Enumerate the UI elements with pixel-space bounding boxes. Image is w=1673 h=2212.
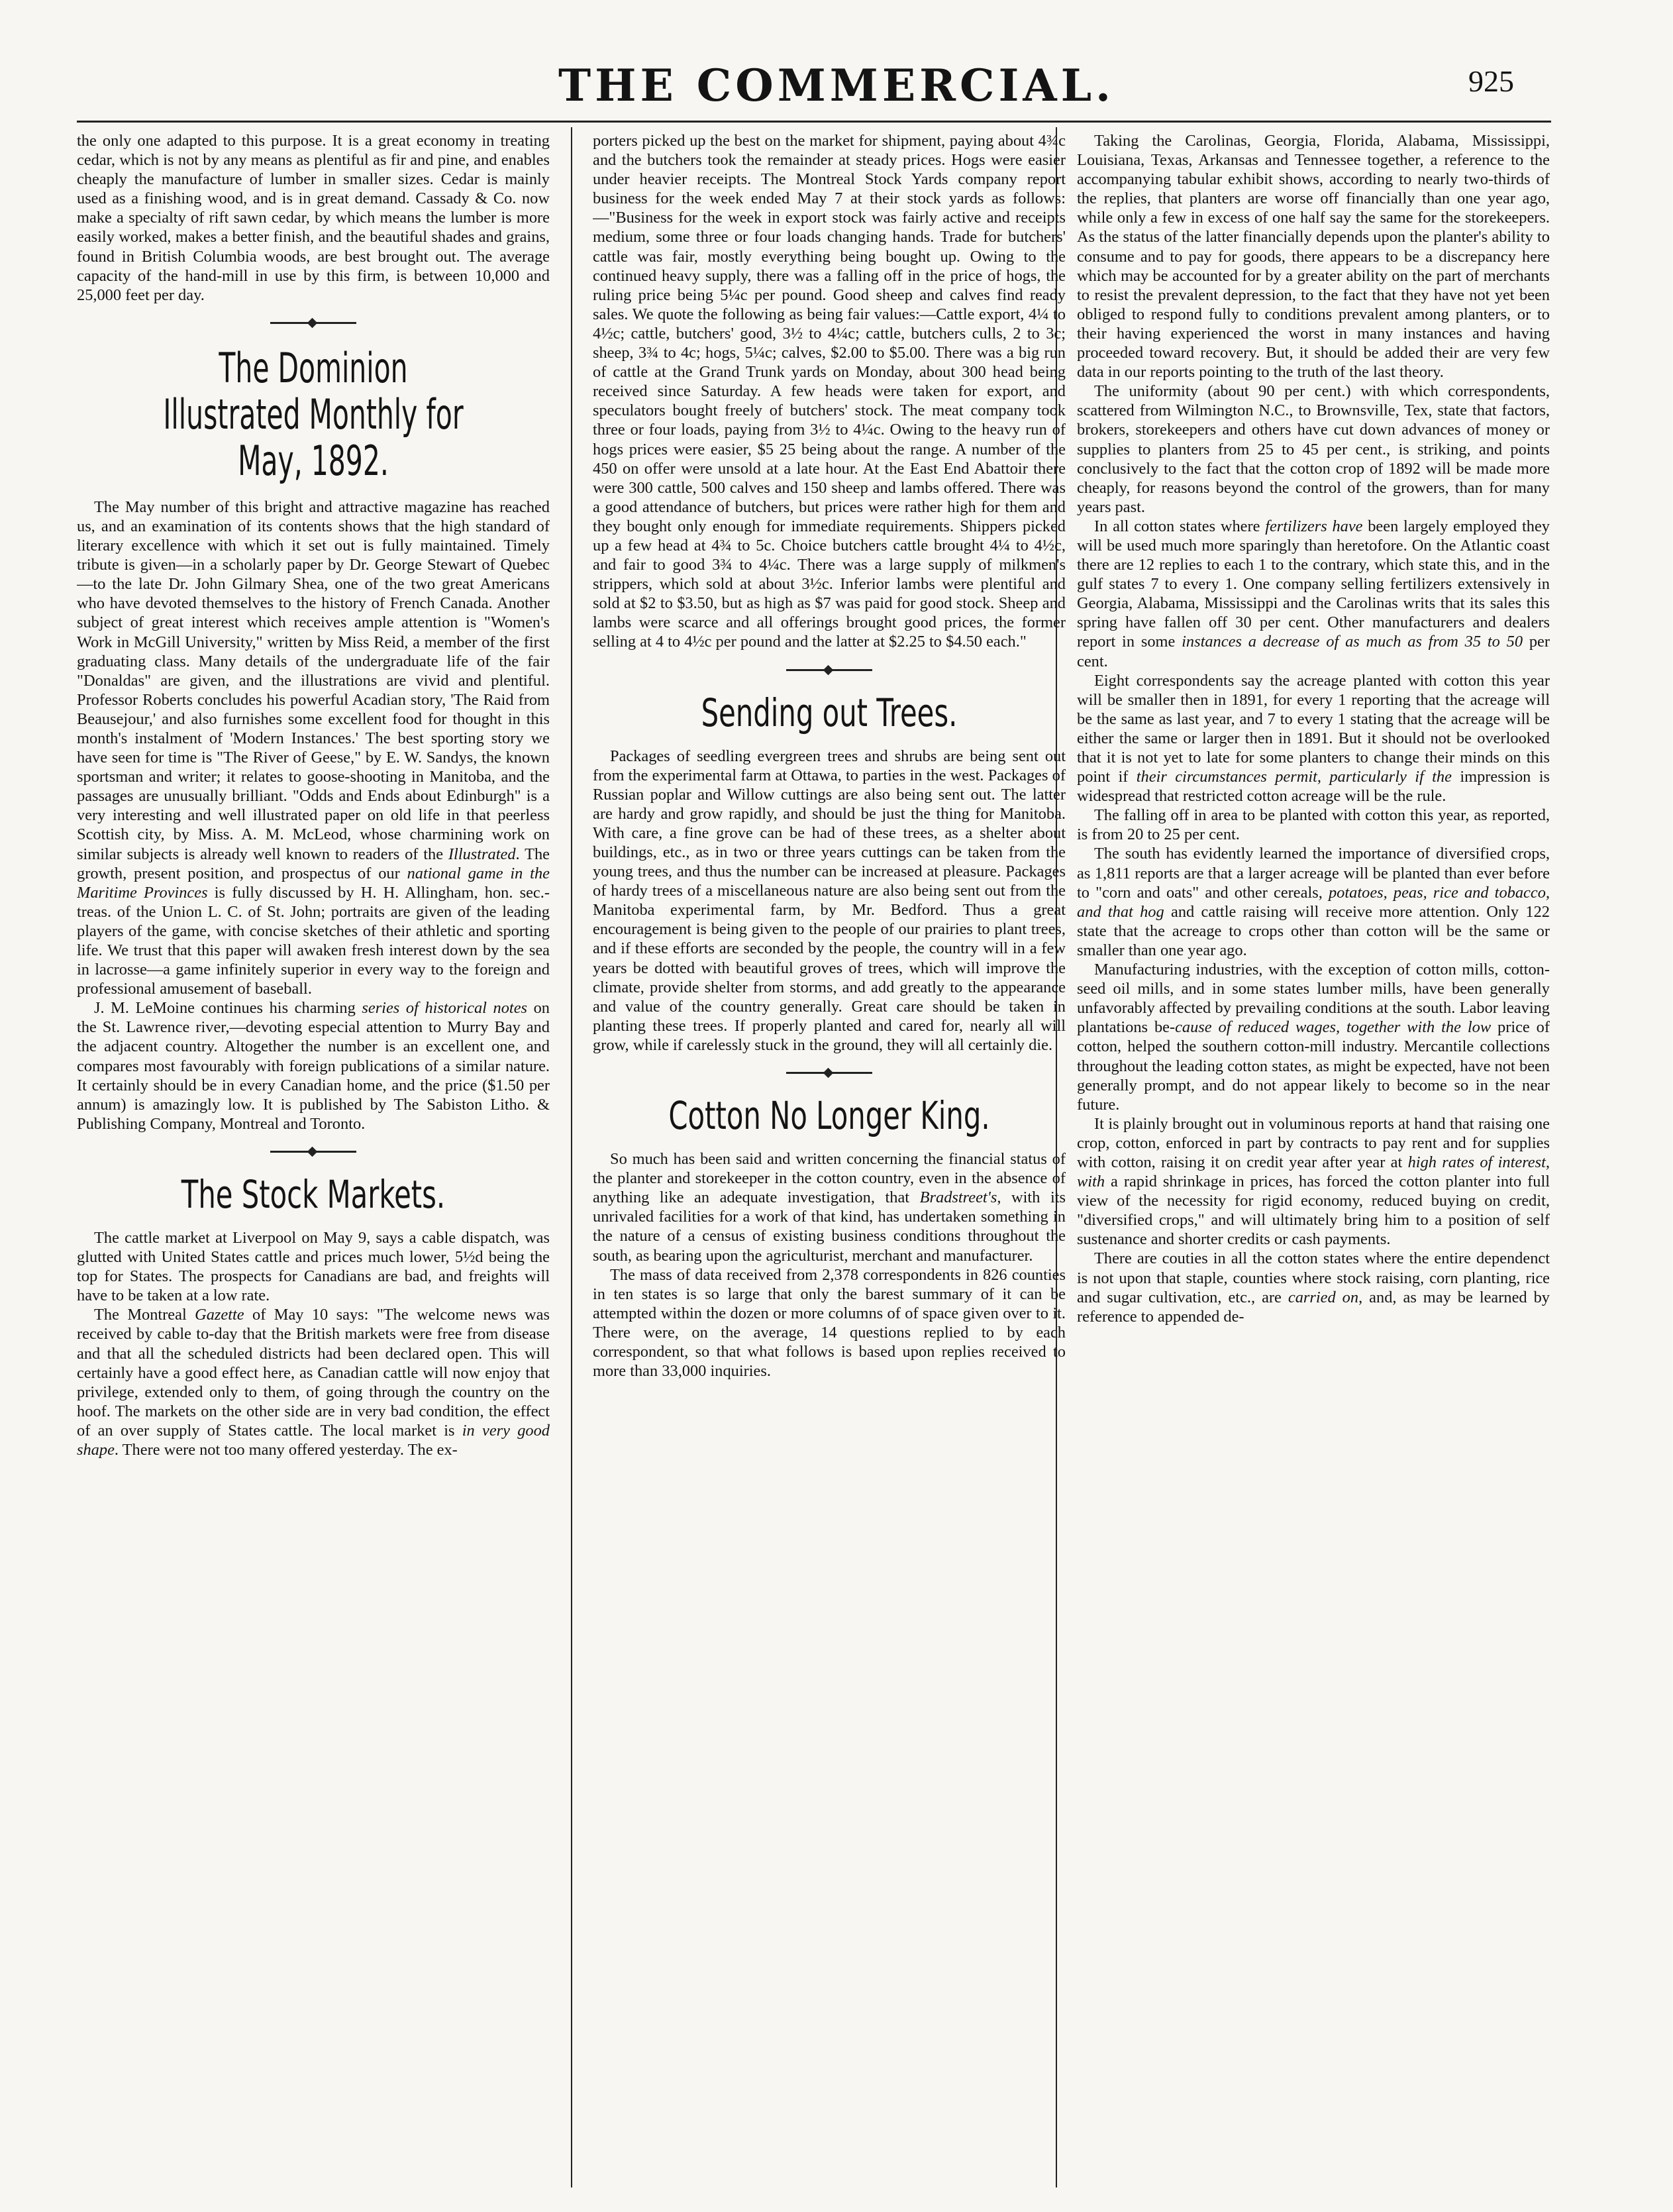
section-divider: [786, 669, 872, 675]
cotton-paragraph-3: Taking the Carolinas, Georgia, Florida, Alabama, Mississippi, Louisiana, Texas, Arkansas and Tennessee together, a reference to the accompanying tabular exhibit shows, according to nearly two-thirds of the replies, that planters are worse off financially than one year ago, while only a few in excess of one half say the same for the storekeepers. As the status of the latter financially depends upon the planter's ability to consume and to pay for goods, there appears to be a discrepancy here which may be accounted for by a greater ability on the part of merchants to resist the prevalent depression, to the fact that they have not yet been obliged to respond fully to conditions prevalent among planters, or to their having experienced the worst in many instances and having proceeded toward recovery. But, it should be added their are very few data in our reports pointing to the truth of the last theory.: [1077, 132, 1550, 382]
cotton-paragraph-11: There are couties in all the cotton states where the entire dependenct is not upon that staple, counties where stock raising, corn planting, rice and sugar cultivation, etc., are carried on, and, as may be learned by reference to appended de-: [1077, 1249, 1550, 1326]
newspaper-title: THE COMMERCIAL.: [558, 60, 1115, 111]
trees-paragraph: Packages of seedling evergreen trees and shrubs are being sent out from the experimental farm at Ottawa, to parties in the west. Packages of Russian poplar and Willow cuttings are also being sent out. The latter are hardy and grow rapidly, and should be just the thing for Manitoba. With care, a fine grove can be had of these trees, as a shelter about buildings, etc., as in two or three years cuttings can be taken from the young trees, and thus the number can be increased at pleasure. Packages of hardy trees of a miscellaneous nature are also being sent out from the Manitoba experimental farm, by Mr. Bedford. Thus a great encouragement is being given to the people of our prairies to plant trees, and if these efforts are seconded by the people, the country will in a few years be dotted with beautiful groves of trees, which will improve the climate, provide shelter from storms, and add greatly to the appearance and value of the country generally. Great care should be taken in planting these trees. If properly planted and cared for, nearly all will grow, while if carelessly stuck in the ground, they will all certainly die.: [593, 747, 1066, 1054]
headline-stock-markets: The Stock Markets.: [181, 1171, 446, 1217]
stock-paragraph-1: The cattle market at Liverpool on May 9, says a cable dispatch, was glutted with United States cattle and prices much lower, 5½d being the top for States. The prospects for Canadians are bad, and freights will have to be taken at a low rate.: [77, 1228, 550, 1305]
column-3: [1077, 131, 1550, 2185]
cotton-paragraph-6: Eight correspondents say the acreage planted with cotton this year will be smaller then in 1891, for every 1 reporting that the acreage will be the same as last year, and 7 to every 1 stating that the acreage will be either the same or larger then in 1891. But it should not be overlooked that it is not yet to late for some planters to change their minds on this point if their circumstances permit, particularly if the impression is widespread that restricted cotton acreage will be the rule.: [1077, 671, 1550, 806]
cotton-paragraph-7: The falling off in area to be planted with cotton this year, as reported, is from 20 to 25 per cent.: [1077, 806, 1550, 844]
page-number: 925: [1468, 64, 1514, 98]
cotton-paragraph-2: The mass of data received from 2,378 correspondents in 826 counties in ten states is so large that only the barest summary of it can be attempted within the dozen or more columns of of space given over to it. There were, on the average, 14 questions replied to by each correspondent, so that what follows is based upon replies received to more than 33,000 inquiries.: [593, 1265, 1066, 1381]
headline-cotton-no-longer-king: Cotton No Longer King.: [668, 1093, 990, 1139]
header-rule: [77, 121, 1551, 123]
cotton-paragraph-4: The uniformity (about 90 per cent.) with which correspondents, scattered from Wilmington N.C., to Brownsville, Tex, state that factors, brokers, storekeepers and others have cut down advances of money or supplies to planters from 25 to 45 per cent., is striking, and points conclusively to the fact that the cotton crop of 1892 will be made more cheaply, for reasons beyond the control of the growers, than for many years past.: [1077, 382, 1550, 516]
stock-paragraph-2: The Montreal Gazette of May 10 says: "The welcome news was received by cable to-day that the British markets were free from disease and that all the scheduled districts had been declared open. This will certainly have a good effect here, as Canadian cattle will now enjoy that privilege, extended only to them, of going through the country on the hoof. The markets on the other side are in very bad condition, the effect of an over supply of States cattle. The local market is in very good shape. There were not too many offered yesterday. The ex-: [77, 1306, 550, 1459]
cotton-paragraph-5: In all cotton states where fertilizers have been largely employed they will be used much more sparingly than heretofore. On the Atlantic coast there are 12 replies to each 1 to the contrary, which state this, and in the gulf states 7 to every 1. One company selling fertilizers extensively in Georgia, Alabama, Mississippi and the Carolinas writs that its sales this spring have fallen off 30 per cent. Other manufacturers and dealers report in some instances a decrease of as much as from 35 to 50 per cent.: [1077, 517, 1550, 670]
cotton-paragraph-8: The south has evidently learned the importance of diversified crops, as 1,811 reports are that a larger acreage will be planted than ever before to "corn and oats" and other cereals, potatoes, peas, rice and tobacco, and that hog and cattle raising will receive more attention. Only 122 state that the acreage to crops other than cotton will be the same or smaller than one year ago.: [1077, 845, 1550, 959]
headline-sending-out-trees: Sending out Trees.: [701, 690, 958, 735]
column-1: [77, 131, 550, 2185]
section-divider: [786, 1072, 872, 1078]
column-rule-1: [571, 127, 572, 2187]
cedar-paragraph: the only one adapted to this purpose. It is a great economy in treating cedar, which is not by any means as plentiful as fir and pine, and enables cheaply the manufacture of lumber in smaller sizes. Cedar is mainly used as a finishing wood, and is in great demand. Cassady & Co. now make a specialty of rift sawn cedar, by which means the lumber is more easily worked, makes a better finish, and the beautiful shades and grains, found in British Columbia woods, are best brought out. The average capacity of the hand-mill in use by this firm, is between 10,000 and 25,000 feet per day.: [77, 132, 550, 304]
section-divider: [270, 1151, 356, 1157]
stock-continued-paragraph: porters picked up the best on the market for shipment, paying about 4¾c and the butchers took the remainder at steady prices. Hogs were easier under heavier receipts. The Montreal Stock Yards company report business for the week ended May 7 at their stock yards as follows:—"Business for the week in export stock was fairly active and receipts medium, some three or four loads changing hands. Trade for butchers' cattle was fair, mostly everything being bought up. Owing to the continued heavy supply, there was a falling off in the price of hogs, the ruling price being 5¼c per pound. Good sheep and calves find ready sales. We quote the following as being fair values:—Cattle export, 4¼ to 4½c; cattle, butchers' good, 3½ to 4¼c; cattle, butchers culls, 2 to 3c; sheep, 3¾ to 4c; hogs, 5¼c; calves, $2.00 to $5.00. There was a big run of cattle at the Grand Trunk yards on Monday, about 300 head being received since Saturday. A few heads were taken for export, and speculators bought freely of butchers' stock. The meat company took three or four loads, paying from 3½ to 4¼c. Owing to the heavy run of hogs prices were easier, $5 25 being about the range. A number of the 450 on offer were unsold at a late hour. At the East End Abattoir there were 300 cattle, 500 calves and 150 sheep and lambs offered. There was a good attendance of butchers, but prices were rather high for them and they bought only enough for immediate requirements. Shippers picked up a few head at 4¾ to 5c. Choice butchers cattle brought 4¼ to 4½c, and fair to good 3¾ to 4¼c. There was a large supply of milkmen's strippers, which sold at about 3½c. Inferior lambs were plentiful and sold at $2 to $3.50, but as high as $7 was paid for good stock. Sheep and lambs were scarce and all offerings brought good prices, the former selling at 4 to 4½c per pound and the latter at $2.25 to $4.50 each.": [593, 132, 1066, 651]
headline-dominion-illustrated: The Dominion Illustrated Monthly for May, 1892.: [163, 343, 464, 485]
dominion-paragraph-2: J. M. LeMoine continues his charming series of historical notes on the St. Lawrence river,—devoting especial attention to Murry Bay and the adjacent country. Altogether the number is an excellent one, and compares most favourably with foreign publications of a similar nature. It certainly should be in every Canadian home, and the price ($1.50 per annum) is amazingly low. It is published by The Sabiston Litho. & Publishing Company, Montreal and Toronto.: [77, 999, 550, 1133]
masthead: [0, 0, 1673, 132]
cotton-paragraph-9: Manufacturing industries, with the exception of cotton mills, cotton-seed oil mills, and in some states lumber mills, have been generally unfavorably affected by prevailing conditions at the south. Labor leaving plantations be-cause of reduced wages, together with the low price of cotton, helped the southern cotton-mill industry. Mercantile collections throughout the leading cotton states, as might be expected, have not been generally prompt, and do not appear likely to become so in the near future.: [1077, 961, 1550, 1114]
cotton-paragraph-1: So much has been said and written concerning the financial status of the planter and storekeeper in the cotton country, even in the absence of anything like an adequate investigation, that Bradstreet's, with its unrivaled facilities for a work of that kind, has undertaken something in the nature of a census of existing business conditions throughout the south, as bearing upon the agriculturist, merchant and manufacturer.: [593, 1150, 1066, 1265]
cotton-paragraph-10: It is plainly brought out in voluminous reports at hand that raising one crop, cotton, enforced in part by contracts to pay rent and for supplies with cotton, raising it on credit year after year at high rates of interest, with a rapid shrinkage in prices, has forced the cotton planter into full view of the necessity for rigid economy, reduced buying on credit, "diversified crops," and will ultimately bring him to a position of self sustenance and shorter credits or cash payments.: [1077, 1114, 1550, 1249]
column-2: [593, 131, 1066, 2185]
section-divider: [270, 322, 356, 328]
dominion-paragraph-1: The May number of this bright and attractive magazine has reached us, and an examination of its contents shows that the high standard of literary excellence with which it set out is fully maintained. Timely tribute is given—in a scholarly paper by Dr. George Stewart of Quebec—to the late Dr. John Gilmary Shea, one of the two great Americans who have devoted themselves to the history of French Canada. Another subject of great interest which receives ample attention is "Women's Work in McGill University," written by Miss Reid, a member of the first graduating class. Many details of the undergraduate life of the fair "Donaldas" are given, and the illustrations are vivid and plentiful. Professor Roberts concludes his powerful Acadian story, 'The Raid from Beausejour,' and also furnishes some excellent food for thought in this month's instalment of 'Modern Instances.' The best sporting story we have seen for time is "The River of Geese," by E. W. Sandys, the known sportsman and writer; it relates to goose-shooting in Manitoba, and the passages are unusually brilliant. "Odds and Ends about Edinburgh" is a very interesting and well illustrated paper on old life in that peerless Scottish city, by Miss. A. M. McLeod, whose charmining work on similar subjects is already well known to readers of the Illustrated. The growth, present position, and prospectus of our national game in the Maritime Provinces is fully discussed by H. H. Allingham, hon. sec.-treas. of the Union L. C. of St. John; portraits are given of the leading players of the game, with concise sketches of their athletic and sporting life. We trust that this paper will awaken fresh interest down by the sea in lacrosse—a game infinitely superior in every way to the foreign and professional amusement of baseball.: [77, 498, 550, 998]
